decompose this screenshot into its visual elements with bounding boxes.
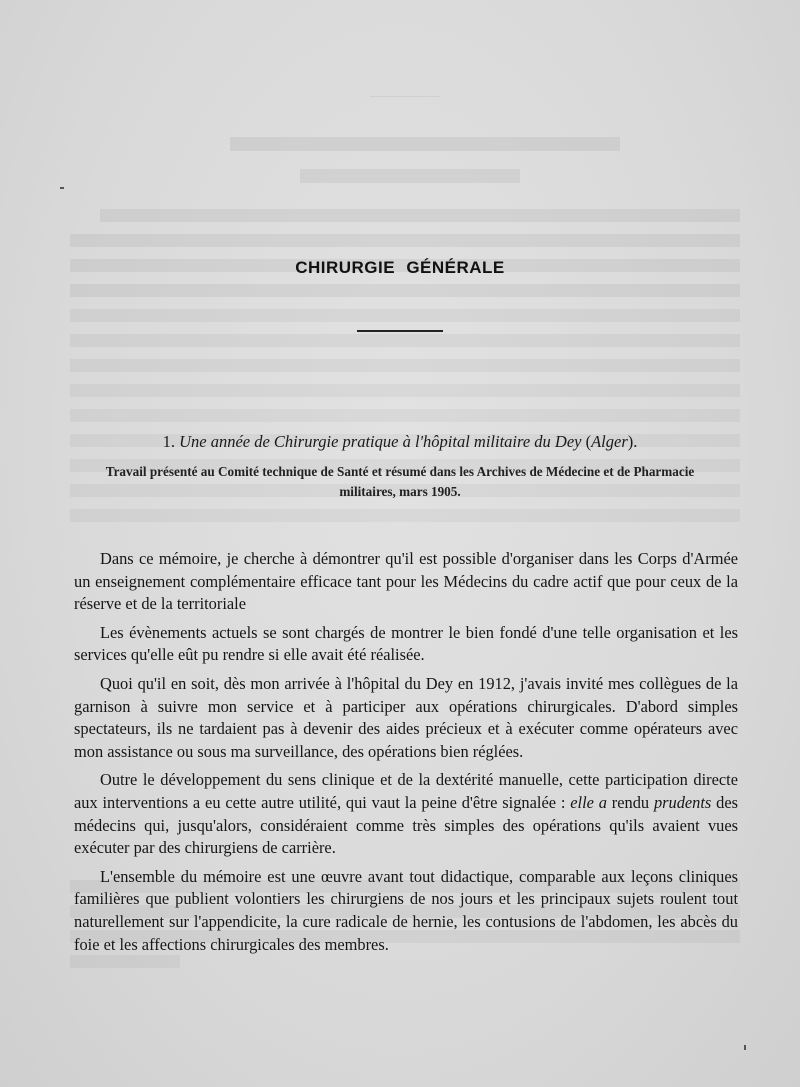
item-number: 1. bbox=[162, 432, 175, 451]
paragraph-part: rendu bbox=[606, 792, 654, 812]
section-heading: CHIRURGIE GÉNÉRALE bbox=[295, 258, 505, 277]
paragraph: L'ensemble du mémoire est une œuvre avant tout didactique, comparable aux leçons cliniques familières que publient volontiers les chirurgiens de nos jours et les principaux sujets roulent tout naturellement sur l'appendicite, la cure radicale de hernie, les contusions de l'abdomen, les abcès du foie et les affections chirurgicales des membres. bbox=[74, 866, 738, 954]
emphasis-text: prudents bbox=[653, 792, 712, 812]
body-text bbox=[74, 548, 738, 962]
speck-mark bbox=[744, 1045, 746, 1050]
paragraph: Quoi qu'il en soit, dès mon arrivée à l'hôpital du Dey en 1912, j'avais invité mes collègues de la garnison à suivre mon service et à participer aux opérations chirurgicales. D'abord simples spectateurs, ils ne tardaient pas à devenir des aides précieux et à exécuter comme opérateurs avec mon assistance ou sous ma surveillance, des opérations bien réglées. bbox=[74, 673, 738, 761]
paragraph: Dans ce mémoire, je cherche à démontrer qu'il est possible d'organiser dans les Corps d'Armée un enseignement complémentaire efficace tant pour les Médecins du cadre actif que pour ceux de la réserve et de la territoriale bbox=[74, 549, 738, 614]
item-title bbox=[0, 432, 800, 452]
paragraph-part: Outre le développement du sens clinique et de la dextérité manuelle, cette participation directe aux interventions a eu cette autre utilité, qui vaut la peine d'être signalée : bbox=[74, 770, 738, 812]
paragraph bbox=[74, 769, 738, 859]
item-title-place: Alger bbox=[591, 432, 628, 451]
emphasis-text: elle a bbox=[570, 792, 607, 812]
heading-rule bbox=[357, 330, 443, 332]
publication-note: Travail présenté au Comité technique de Santé et résumé dans les Archives de Médecine et de Pharmacie militaires, mars 1905. bbox=[105, 464, 695, 499]
paragraph-part: des médecins qui, jusqu'alors, considéraient comme très simples des opérations qu'ils avaient vues exécuter par des chirurgiens de carrière. bbox=[74, 792, 739, 858]
paragraph: Les évènements actuels se sont chargés de montrer le bien fondé d'une telle organisation et les services qu'elle eût pu rendre si elle avait été réalisée. bbox=[74, 622, 738, 665]
speck-mark bbox=[60, 187, 64, 189]
item-title-paren-open: ( bbox=[585, 432, 592, 451]
item-title-text: Une année de Chirurgie pratique à l'hôpital militaire du Dey bbox=[179, 432, 582, 451]
item-title-paren-close: ). bbox=[627, 432, 638, 451]
